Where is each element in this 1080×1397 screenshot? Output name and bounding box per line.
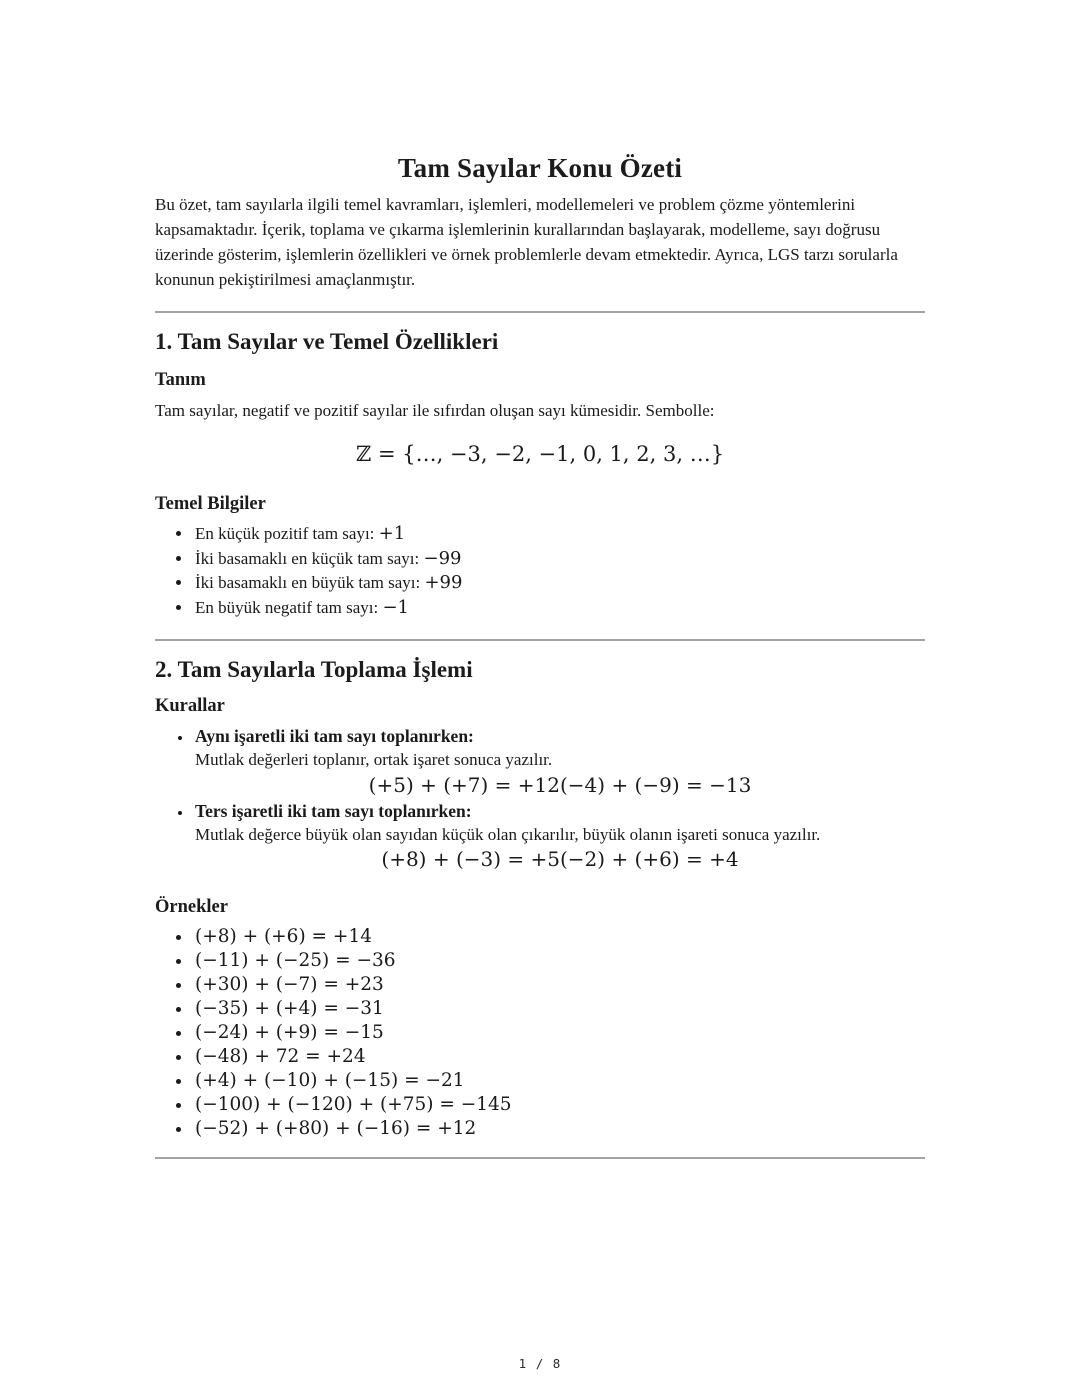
example-item: • (−11) + (−25) = −36 [193,949,925,973]
rules-list [155,724,925,873]
example-item: • (+8) + (+6) = +14 [193,925,925,949]
fact-item [193,547,925,572]
section-2-heading: 2. Tam Sayılarla Toplama İşlemi [155,657,473,682]
fact-item [193,522,925,547]
integers-set-formula: ℤ = {…, −3, −2, −1, 0, 1, 2, 3, …} [355,442,725,466]
page-title: Tam Sayılar Konu Özeti [397,153,683,183]
section-divider [155,639,925,641]
example-item: • (−24) + (+9) = −15 [193,1021,925,1045]
tanim-subheading: Tanım [155,370,206,390]
example-item: • (−52) + (+80) + (−16) = +12 [193,1117,925,1141]
examples-list [155,925,925,1141]
example-item: • (+30) + (−7) = +23 [193,973,925,997]
same-sign-formula: (+5) + (+7) = +12(−4) + (−9) = −13 [368,772,752,797]
section-divider [155,1157,925,1159]
facts-list [155,522,925,620]
temel-bilgiler-subheading: Temel Bilgiler [155,494,266,514]
intro-paragraph: Bu özet, tam sayılarla ilgili temel kavramları, işlemleri, modellemeleri ve problem çözme yöntemlerini kapsamaktadır. İçerik, toplama ve çıkarma işlemlerinin kurallarından başlayarak, modelleme, sayı doğrusu üzerinde gösterim, işlemlerin özellikleri ve örnek problemlerle devam etmektedir. Ayrıca, LGS tarzı sorularla konunun pekiştirilmesi amaçlanmıştır. [155,195,898,289]
section-1-heading: 1. Tam Sayılar ve Temel Özellikleri [155,329,499,354]
opposite-sign-formula: (+8) + (−3) = +5(−2) + (+6) = +4 [381,847,739,871]
page-number: 1 / 8 [518,1356,562,1371]
rule-item [193,799,925,874]
fact-value: +1 [378,523,406,544]
fact-value: +99 [424,572,463,593]
kurallar-subheading: Kurallar [155,696,225,716]
rule-item [193,724,925,799]
example-item: • (+4) + (−10) + (−15) = −21 [193,1069,925,1093]
tanim-text: Tam sayılar, negatif ve pozitif sayılar ile sıfırdan oluşan sayı kümesidir. Sembolle: [155,401,715,420]
rule-title: • Ters işaretli iki tam sayı toplanırken: [195,800,472,821]
example-item: • (−48) + 72 = +24 [193,1045,925,1069]
example-item: • (−35) + (+4) = −31 [193,997,925,1021]
fact-value: −99 [423,547,462,569]
ornekler-subheading: Örnekler [155,897,228,917]
rule-description: Mutlak değerleri toplanır, ortak işaret sonuca yazılır. [195,750,553,769]
fact-value: −1 [382,596,409,618]
rule-title: • Aynı işaretli iki tam sayı toplanırken: [195,726,474,746]
fact-label: İki basamaklı en küçük tam sayı: [195,548,424,568]
fact-item [193,571,925,596]
fact-item [193,596,925,621]
example-item: • (−100) + (−120) + (+75) = −145 [193,1093,925,1117]
fact-label: En küçük pozitif tam sayı: [195,524,379,543]
rule-description: Mutlak değerce büyük olan sayıdan küçük olan çıkarılır, büyük olanın işareti sonuca yazılır. [195,824,821,844]
fact-label: İki basamaklı en büyük tam sayı: [195,573,425,592]
fact-label: En büyük negatif tam sayı: [195,597,383,617]
section-divider [155,311,925,313]
